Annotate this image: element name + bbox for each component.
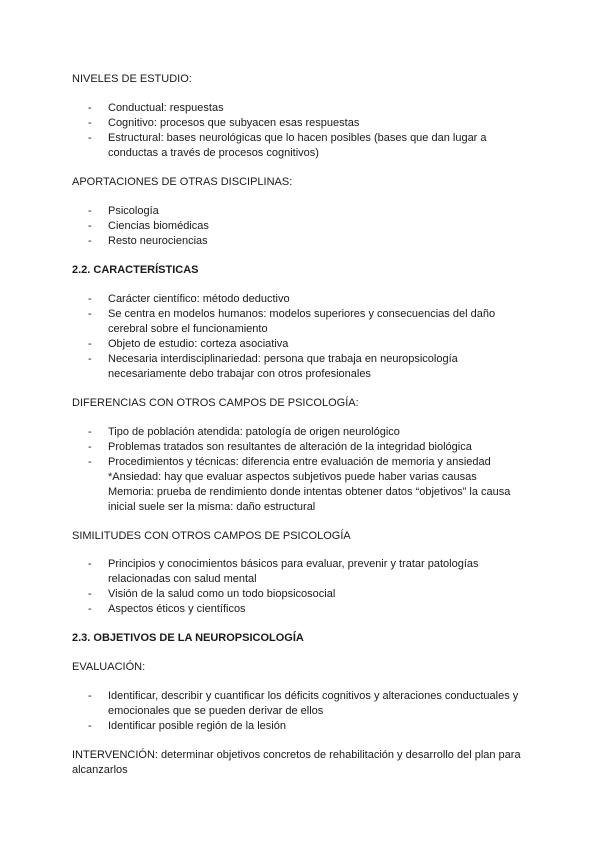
bullet-dash: - <box>88 338 92 350</box>
list-item-continuation: necesariamente debo trabajar con otros profesionales <box>108 368 371 380</box>
paragraph-intervencion: INTERVENCIÓN: determinar objetivos concretos de rehabilitación y desarrollo del plan para <box>72 749 521 761</box>
bullet-dash: - <box>88 690 92 702</box>
bullet-dash: - <box>88 353 92 365</box>
list-item: Conductual: respuestas <box>108 102 224 114</box>
list-item: Identificar, describir y cuantificar los déficits cognitivos y alteraciones conductuales y <box>108 690 519 702</box>
list-item: Tipo de población atendida: patología de origen neurológico <box>108 426 400 438</box>
list-item: Objeto de estudio: corteza asociativa <box>108 338 289 350</box>
list-item-continuation: *Ansiedad: hay que evaluar aspectos subjetivos puede haber varias causas <box>108 471 477 483</box>
section-heading-caracteristicas: 2.2. CARACTERÍSTICAS <box>72 264 199 276</box>
bullet-dash: - <box>88 426 92 438</box>
section-heading-objetivos: 2.3. OBJETIVOS DE LA NEUROPSICOLOGÍA <box>72 632 304 644</box>
bullet-dash: - <box>88 220 92 232</box>
bullet-dash: - <box>88 603 92 615</box>
bullet-dash: - <box>88 456 92 468</box>
section-heading-niveles: NIVELES DE ESTUDIO: <box>72 73 192 85</box>
bullet-dash: - <box>88 205 92 217</box>
bullet-dash: - <box>88 235 92 247</box>
list-item: Ciencias biomédicas <box>108 220 209 232</box>
list-item-continuation: relacionadas con salud mental <box>108 573 257 585</box>
list-item-continuation: Memoria: prueba de rendimiento donde intentas obtener datos “objetivos” la causa <box>108 486 511 498</box>
list-item-continuation: cerebral sobre el funcionamiento <box>108 323 268 335</box>
list-item: Principios y conocimientos básicos para evaluar, prevenir y tratar patologías <box>108 558 479 570</box>
section-heading-evaluacion: EVALUACIÓN: <box>72 661 146 673</box>
list-item: Aspectos éticos y científicos <box>108 603 246 615</box>
bullet-dash: - <box>88 441 92 453</box>
list-item: Estructural: bases neurológicas que lo hacen posibles (bases que dan lugar a <box>108 132 487 144</box>
list-item: Problemas tratados son resultantes de alteración de la integridad biológica <box>108 441 472 453</box>
list-item: Necesaria interdisciplinariedad: persona que trabaja en neuropsicología <box>108 353 458 365</box>
bullet-dash: - <box>88 720 92 732</box>
list-item: Se centra en modelos humanos: modelos superiores y consecuencias del daño <box>108 308 496 320</box>
list-item: Identificar posible región de la lesión <box>108 720 286 732</box>
list-item-continuation: emocionales que se pueden derivar de ellos <box>108 705 324 717</box>
bullet-dash: - <box>88 117 92 129</box>
bullet-dash: - <box>88 132 92 144</box>
list-item: Carácter científico: método deductivo <box>108 293 290 305</box>
section-heading-diferencias: DIFERENCIAS CON OTROS CAMPOS DE PSICOLOGÍA: <box>72 397 359 409</box>
bullet-dash: - <box>88 558 92 570</box>
list-item: Visión de la salud como un todo biopsicosocial <box>108 588 336 600</box>
paragraph-intervencion-continuation: alcanzarlos <box>72 764 128 776</box>
list-item-continuation: conductas a través de procesos cognitivos) <box>108 147 319 159</box>
bullet-dash: - <box>88 308 92 320</box>
list-item: Psicología <box>108 205 159 217</box>
bullet-dash: - <box>88 102 92 114</box>
list-item: Procedimientos y técnicas: diferencia entre evaluación de memoria y ansiedad <box>108 456 491 468</box>
list-item: Cognitivo: procesos que subyacen esas respuestas <box>108 117 360 129</box>
list-item-continuation: inicial suele ser la misma: daño estructural <box>108 501 316 513</box>
bullet-dash: - <box>88 588 92 600</box>
section-heading-similitudes: SIMILITUDES CON OTROS CAMPOS DE PSICOLOGÍA <box>72 530 351 542</box>
bullet-dash: - <box>88 293 92 305</box>
section-heading-aportaciones: APORTACIONES DE OTRAS DISCIPLINAS: <box>72 176 293 188</box>
list-item: Resto neurociencias <box>108 235 208 247</box>
